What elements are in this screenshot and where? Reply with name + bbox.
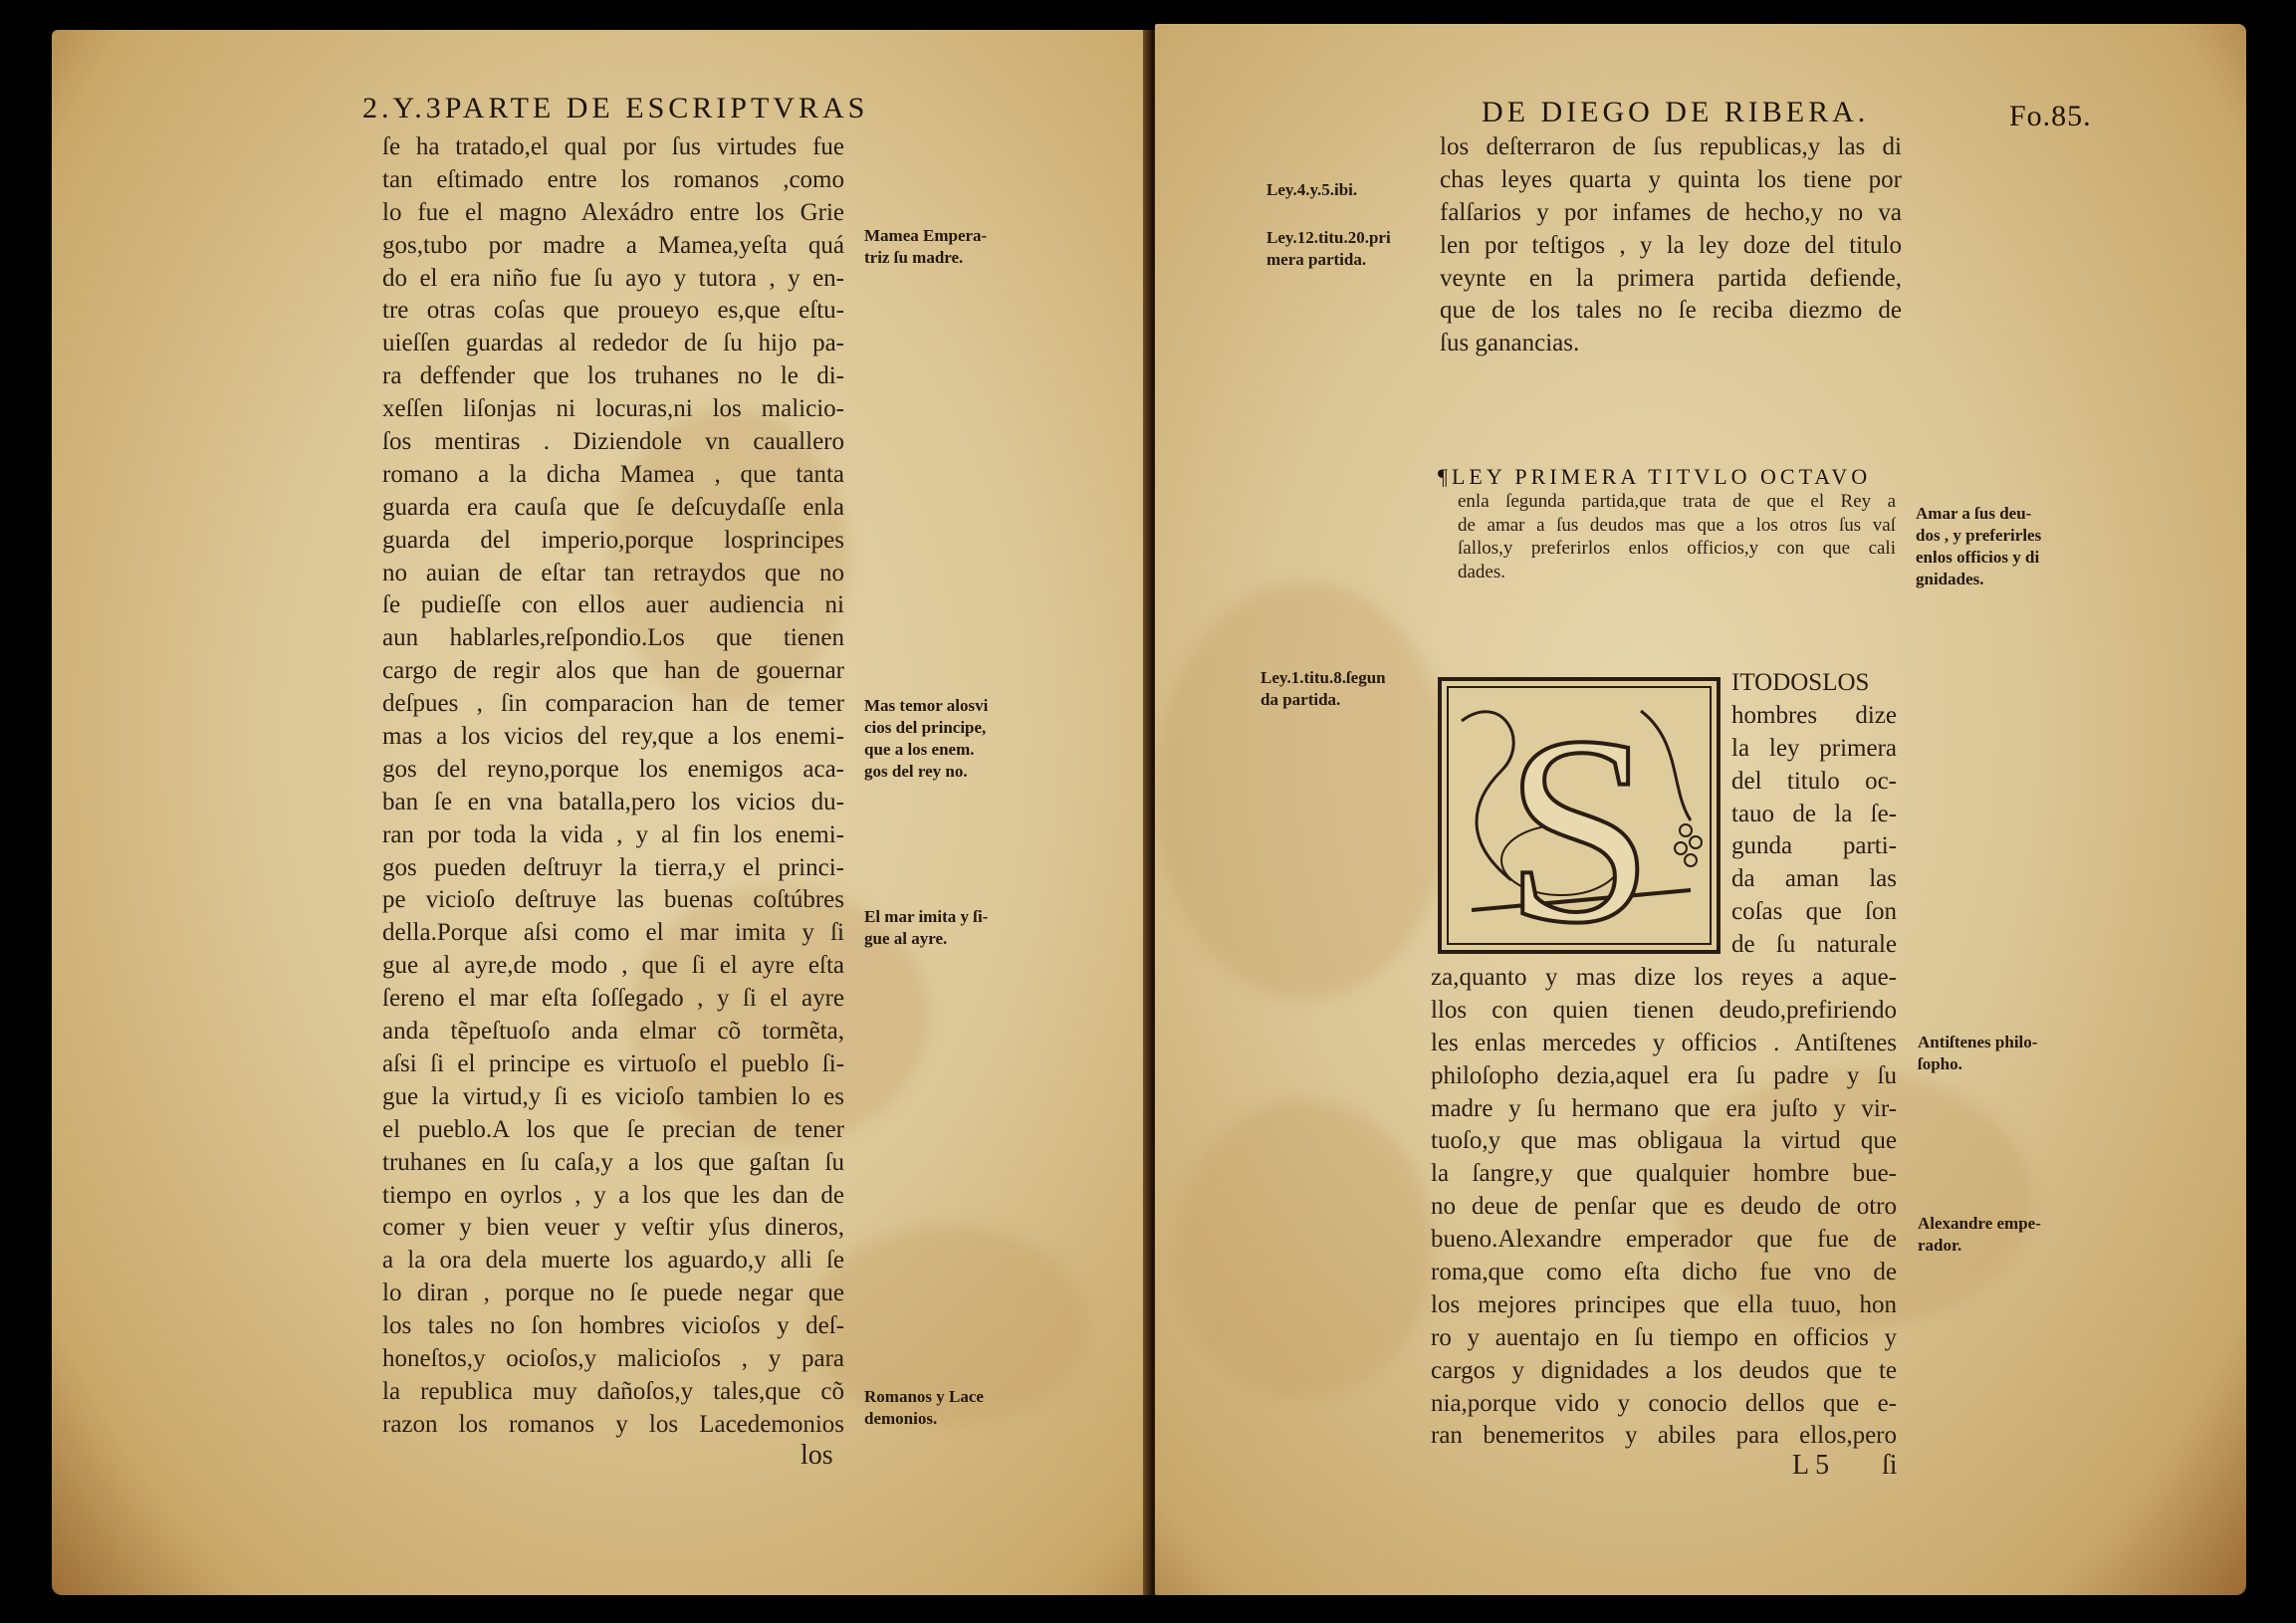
text-line: philoſopho dezia,aquel era ſu padre y ſu — [1431, 1061, 1897, 1089]
margin-note-mar — [864, 906, 988, 950]
text-line: ſereno el mar eſta ſoſſegado , y ſi el ayre — [382, 985, 844, 1013]
text-line: ſos mentiras . Diziendole vn cauallero — [382, 428, 844, 456]
summary-line: ſallos,y preferirlos enlos officios,y con que cali — [1458, 538, 1896, 559]
text-line: el pueblo.A los que ſe precian de tener — [382, 1115, 844, 1143]
note-line: gnidades. — [1916, 570, 1984, 588]
text-line: bueno.Alexandre emperador que fue de — [1431, 1226, 1897, 1254]
text-line: tiempo en oyrlos , y a los que les dan de — [382, 1181, 844, 1209]
text-line: los deſterraron de ſus republicas,y las di — [1440, 133, 1902, 160]
text-line: della.Porque aſsi como el mar imita y ſi — [382, 919, 844, 947]
text-line: no deue de penſar que es deudo de otro — [1431, 1193, 1897, 1221]
text-line: del titulo oc- — [1731, 767, 1897, 795]
text-line: la ley primera — [1731, 734, 1897, 762]
margin-note-temor — [864, 695, 988, 783]
drop-cap-letter: S — [1503, 681, 1655, 950]
text-line: que de los tales no ſe reciba diezmo de — [1440, 297, 1902, 325]
note-line: ſopho. — [1918, 1054, 1962, 1073]
text-line: truhanes en ſu caſa,y a los que gaſtan ſu — [382, 1148, 844, 1176]
text-line: lo diran , porque no ſe puede negar que — [382, 1279, 844, 1307]
text-line: romano a la dicha Mamea , que tanta — [382, 460, 844, 488]
section-heading: ¶LEY PRIMERA TITVLO OCTAVO — [1438, 464, 1872, 489]
text-line: anda tẽpeſtuoſo anda elmar cõ tormẽta, — [382, 1018, 844, 1045]
text-line: razon los romanos y los Lacedemonios — [382, 1410, 844, 1438]
summary-line: de amar a ſus deudos mas que a los otros ſus vaſ — [1458, 514, 1896, 536]
note-line: Mas temor alosvi — [864, 696, 989, 715]
text-line: aſsi ſi el principe es virtuoſo el pueblo ſi- — [382, 1049, 844, 1077]
text-line: chas leyes quarta y quinta los tiene por — [1440, 165, 1902, 193]
right-body-text — [1431, 962, 1897, 1453]
note-line: El mar imita y ſi- — [864, 907, 989, 926]
text-line: da aman las — [1731, 865, 1897, 893]
note-line: Ley.1.titu.8.ſegun — [1261, 668, 1386, 687]
text-line: ro y auentajo en ſu tiempo en officios y — [1431, 1323, 1897, 1351]
signature-mark: L 5 — [1792, 1450, 1830, 1481]
text-line: za,quanto y mas dize los reyes a aque- — [1431, 964, 1897, 991]
text-line: honeſtos,y ocioſos,y malicioſos , y para — [382, 1344, 844, 1372]
note-line: Mamea Empera- — [864, 226, 988, 245]
text-line: de ſu naturale — [1731, 931, 1897, 959]
note-line: Alexandre empe- — [1918, 1214, 2041, 1233]
note-line: Ley.12.titu.20.pri — [1266, 228, 1391, 247]
text-line: aun hablarles,reſpondio.Los que tienen — [382, 624, 844, 652]
text-line: madre y ſu hermano que era juſto y vir- — [1431, 1094, 1897, 1122]
note-line: Antiſtenes philo- — [1918, 1033, 2038, 1051]
text-line: gue al ayre,de modo , que ſi el ayre eſta — [382, 952, 844, 980]
text-line: los tales no ſon hombres vicioſos y deſ- — [382, 1312, 844, 1340]
text-line: gos pueden deſtruyr la tierra,y el princi- — [382, 853, 844, 881]
text-line: tre otras coſas que proueyo es,que eſtu- — [382, 297, 844, 325]
text-line: cargos y dignidades a los deudos que te — [1431, 1356, 1897, 1384]
margin-note-ley-12 — [1266, 227, 1391, 271]
text-line: roma,que como eſta dicho fue vno de — [1431, 1259, 1897, 1286]
text-line: tan eſtimado entre los romanos ,como — [382, 165, 844, 193]
note-line: mera partida. — [1266, 250, 1367, 269]
text-line: hombres dize — [1731, 701, 1897, 729]
text-line: coſas que ſon — [1731, 898, 1897, 926]
text-line: veynte en la primera partida defiende, — [1440, 264, 1902, 292]
margin-note-antistenes — [1918, 1032, 2037, 1075]
note-line: rador. — [1918, 1236, 1962, 1255]
right-running-head: DE DIEGO DE RIBERA. — [1482, 96, 1870, 128]
vine-ornament-icon — [1442, 681, 1717, 950]
text-line: ſus ganancias. — [1440, 330, 1580, 357]
note-line: gue al ayre. — [864, 929, 948, 948]
margin-note-amar — [1916, 503, 2041, 590]
text-line: tuoſo,y que mas obligaua la virtud que — [1431, 1127, 1897, 1155]
text-line: les enlas mercedes y officios . Antiſtenes — [1431, 1029, 1897, 1056]
summary-line: dades. — [1458, 561, 1506, 582]
text-line: gos,tubo por madre a Mamea,yeſta quá — [382, 231, 844, 259]
text-line: no auian de eſtar tan retraydos que no — [382, 559, 844, 586]
right-top-text — [1440, 131, 1902, 360]
text-line: ran benemeritos y abiles para ellos,pero — [1431, 1422, 1897, 1450]
text-line: len por teſtigos , y la ley doze del titulo — [1440, 231, 1902, 259]
text-line: guarda era cauſa que ſe deſcuydaſſe enla — [382, 493, 844, 521]
note-line: triz ſu madre. — [864, 248, 964, 267]
text-line: los mejores principes que ella tuuo, hon — [1431, 1290, 1897, 1318]
margin-note-alexandre — [1918, 1213, 2041, 1257]
section-summary — [1458, 490, 1896, 583]
text-line: ra deffender que los truhanes no le di- — [382, 362, 844, 390]
note-line: da partida. — [1261, 690, 1341, 709]
text-line: la ſangre,y que qualquier hombre bue- — [1431, 1160, 1897, 1188]
note-line: dos , y preferirles — [1916, 526, 2042, 545]
text-line: ITODOSLOS — [1731, 669, 1870, 696]
note-line: demonios. — [864, 1409, 938, 1428]
margin-note-mamea — [864, 225, 987, 269]
text-line: tauo de la ſe- — [1731, 800, 1897, 827]
text-line: nia,porque vido y conocio dellos que e- — [1431, 1389, 1897, 1417]
text-line: ſe ha tratado,el qual por ſus virtudes fue — [382, 133, 844, 160]
text-line: pe vicioſo deſtruye las buenas coſtúbres — [382, 886, 844, 914]
text-line: falſarios y por infames de hecho,y no va — [1440, 198, 1902, 226]
folio-number: Fo.85. — [2009, 100, 2092, 132]
text-line: llos con quien tienen deudo,prefiriendo — [1431, 996, 1897, 1024]
text-beside-initial — [1731, 667, 1897, 962]
text-line: cargo de regir alos que han de gouernar — [382, 657, 844, 685]
summary-line: enla ſegunda partida,que trata de que el Rey a — [1458, 491, 1896, 512]
decorated-initial — [1438, 677, 1721, 954]
text-line: deſpues , ſin comparacion han de temer — [382, 690, 844, 718]
text-line: gos del reyno,porque los enemigos aca- — [382, 755, 844, 783]
text-line: ran por toda la vida , y al fin los enemi- — [382, 820, 844, 848]
margin-note-ley-1 — [1261, 667, 1386, 711]
note-line: gos del rey no. — [864, 762, 968, 781]
left-running-head: 2.Y.3PARTE DE ESCRIPTVRAS — [362, 92, 869, 124]
margin-note-ley-4 — [1266, 179, 1357, 201]
text-line: gue la virtud,y ſi es vicioſo tambien lo es — [382, 1082, 844, 1110]
note-line: enlos officios y di — [1916, 548, 2040, 567]
text-line: xeſſen liſonjas ni locuras,ni los malicio- — [382, 395, 844, 423]
right-catchword: ſi — [1882, 1450, 1898, 1481]
note-line: Ley.4.y.5.ibi. — [1266, 180, 1358, 199]
note-line: Amar a ſus deu- — [1916, 504, 2032, 523]
note-line: que a los enem. — [864, 740, 975, 759]
note-line: cios del principe, — [864, 718, 987, 737]
text-line: comer y bien veuer y veſtir yſus dineros, — [382, 1214, 844, 1242]
text-line: ſe pudieſſe con ellos auer audiencia ni — [382, 591, 844, 619]
text-line: do el era niño fue ſu ayo y tutora , y en- — [382, 264, 844, 292]
text-line: gunda parti- — [1731, 832, 1897, 860]
text-line: uieſſen guardas al rededor de ſu hijo pa- — [382, 330, 844, 357]
text-line: ban ſe en vna batalla,pero los vicios du- — [382, 788, 844, 815]
left-body-text — [382, 131, 844, 1442]
left-catchword: los — [801, 1440, 833, 1471]
note-line: Romanos y Lace — [864, 1387, 984, 1406]
text-line: guarda del imperio,porque losprincipes — [382, 526, 844, 554]
text-line: la republica muy dañoſos,y tales,que cõ — [382, 1377, 844, 1405]
text-line: mas a los vicios del rey,que a los enemi- — [382, 723, 844, 751]
text-line: a la ora dela muerte los aguardo,y alli ſe — [382, 1247, 844, 1275]
text-line: lo fue el magno Alexádro entre los Grie — [382, 198, 844, 226]
margin-note-romanos — [864, 1386, 984, 1430]
